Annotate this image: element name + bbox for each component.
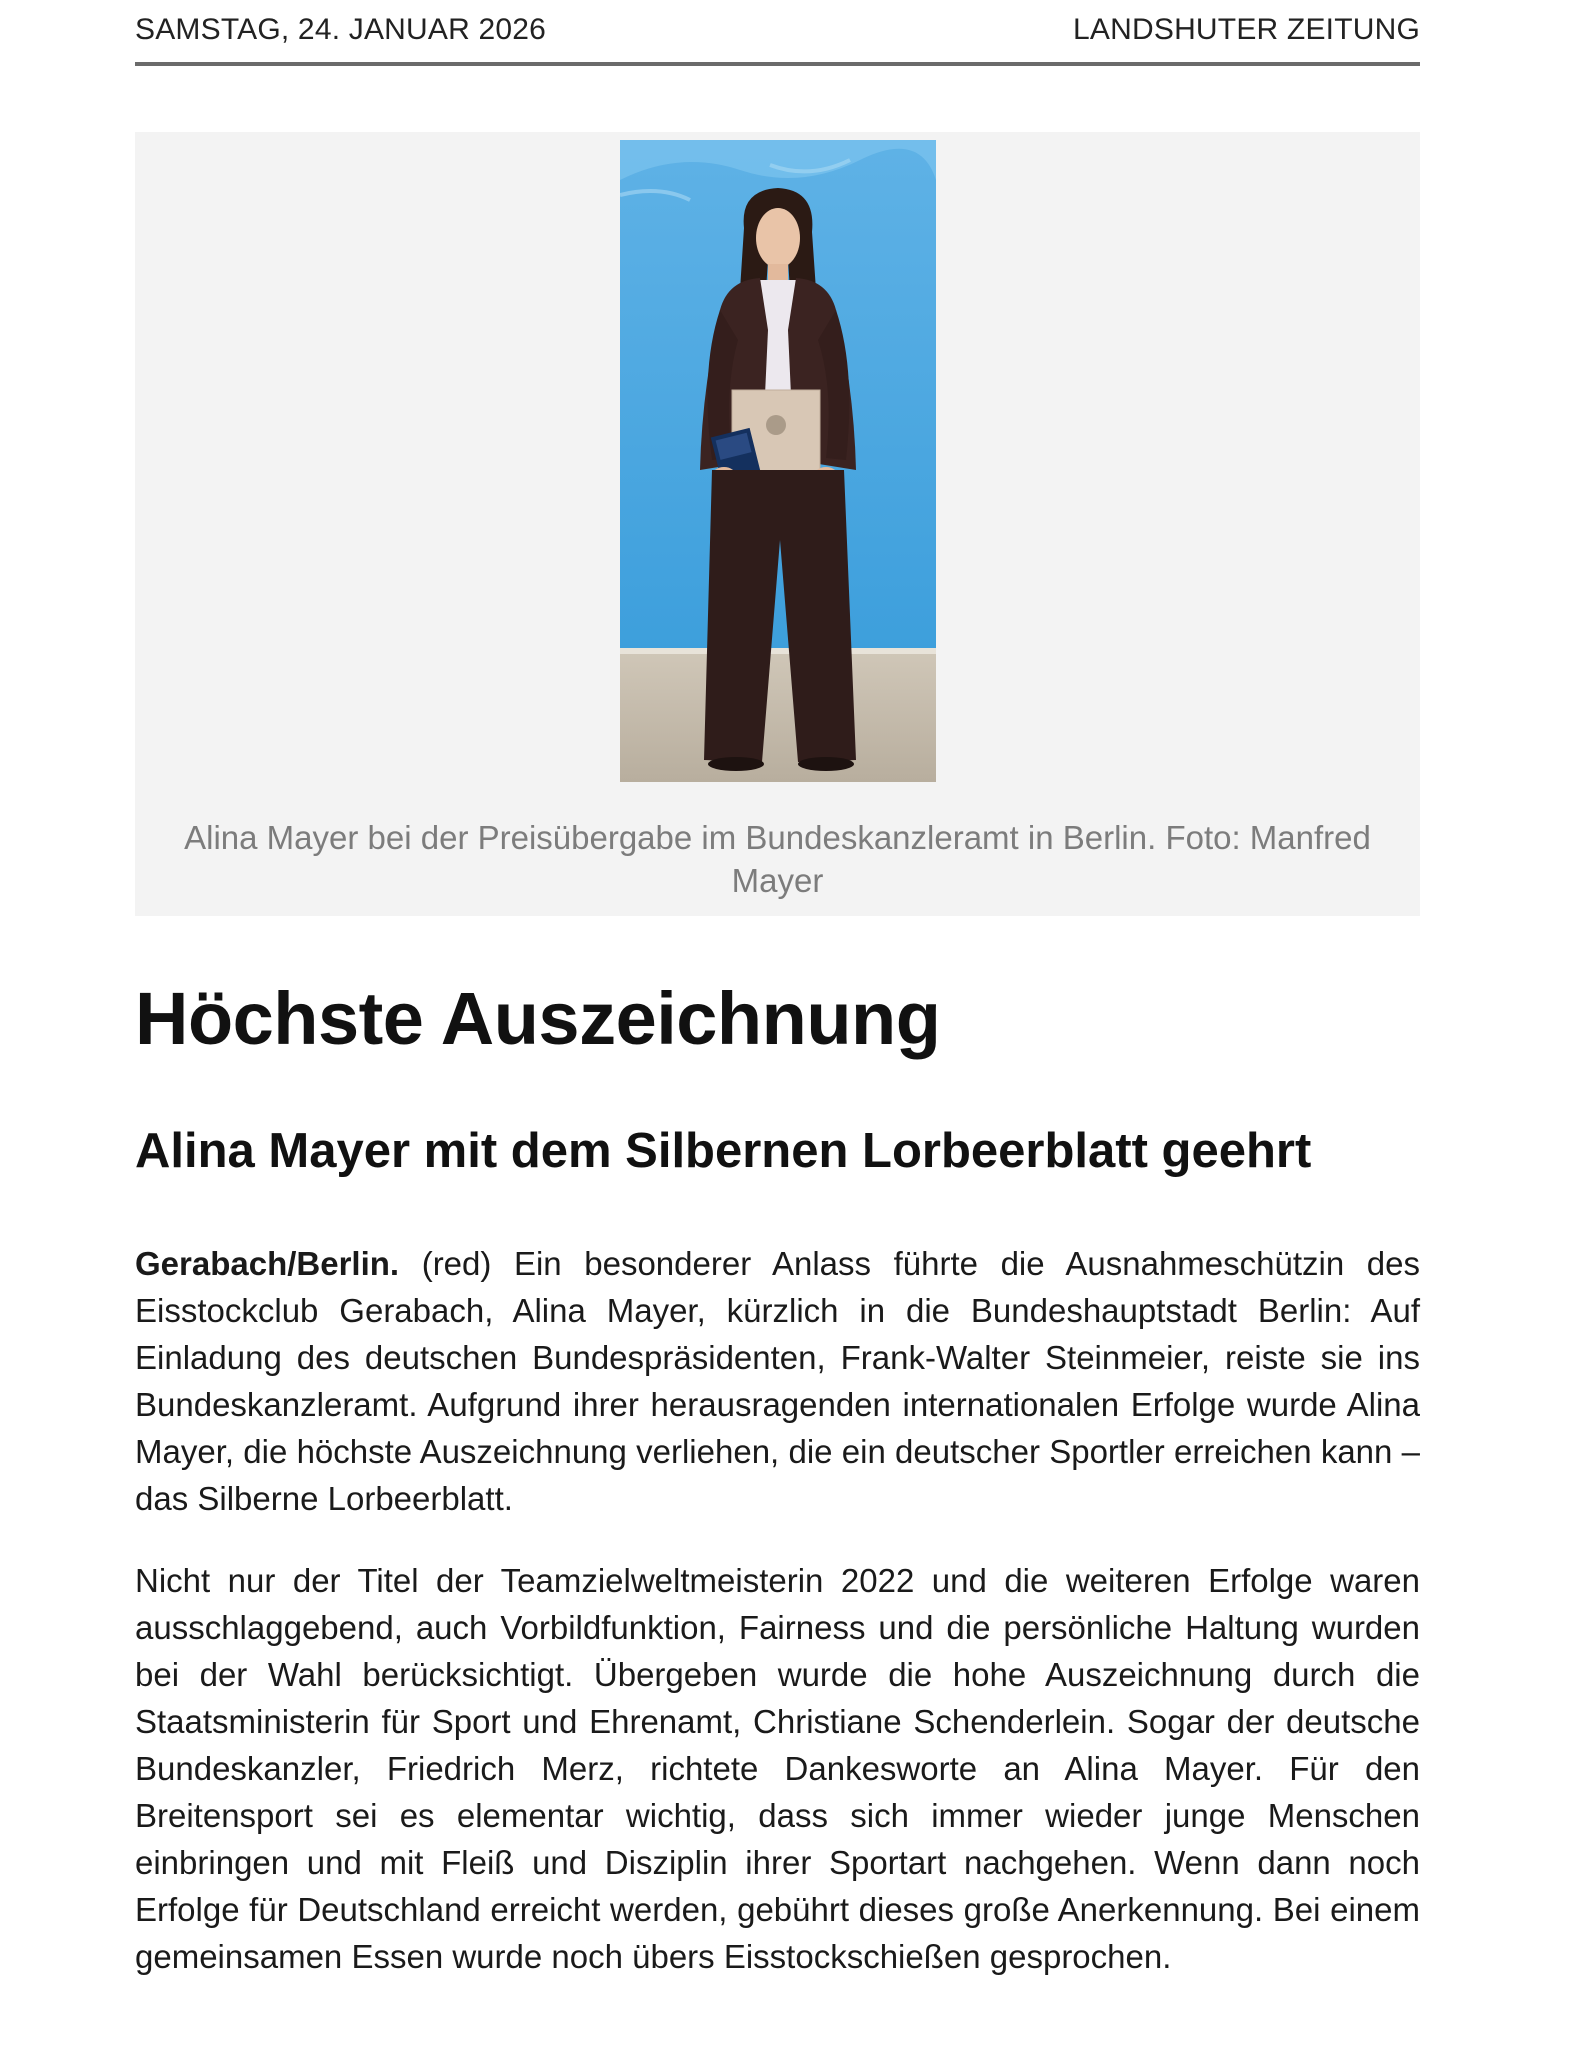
article-paragraph xyxy=(135,1557,1420,1980)
dateline: Gerabach/Berlin. xyxy=(135,1245,400,1282)
paragraph-2-text: Nicht nur der Titel der Teamzielweltmeisterin 2022 und die weiteren Erfolge waren ausschlaggebend, auch Vorbildfunktion, Fairness und die persönliche Haltung wurden bei der Wahl berücksichtigt. Übergeben wurde die hohe Auszeichnung durch die Staatsministerin für Sport und Ehrenamt, Christiane Schenderlein. Sogar der deutsche Bundeskanzler, Friedrich Merz, richtete Dankesworte an Alina Mayer. Für den Breitensport sei es elementar wichtig, dass sich immer wieder junge Menschen einbringen und mit Fleiß und Disziplin ihrer Sportart nachgehen. Wenn dann noch Erfolge für Deutschland erreicht werden, gebührt dieses große Anerkennung. Bei einem gemeinsamen Essen wurde noch übers Eisstockschießen gesprochen. xyxy=(135,1562,1420,1975)
article-paragraph xyxy=(135,1240,1420,1522)
publication-name: LANDSHUTER ZEITUNG xyxy=(1073,13,1420,46)
article-body xyxy=(135,1240,1420,2015)
photo-caption: Alina Mayer bei der Preisübergabe im Bundeskanzleramt in Berlin. Foto: Manfred Mayer xyxy=(184,819,1371,899)
photo-of-woman-holding-award-icon xyxy=(620,140,936,782)
issue-date: SAMSTAG, 24. JANUAR 2026 xyxy=(135,13,547,46)
article-figure xyxy=(135,132,1420,916)
article-subheadline: Alina Mayer mit dem Silbernen Lorbeerblatt geehrt xyxy=(135,1124,1312,1178)
article-headline: Höchste Auszeichnung xyxy=(135,977,941,1060)
article-page xyxy=(135,0,1421,1975)
paragraph-1-text: (red) Ein besonderer Anlass führte die Ausnahmeschützin des Eisstockclub Gerabach, Alina Mayer, kürzlich in die Bundeshauptstadt Berlin: Auf Einladung des deutschen Bundespräsidenten, Frank-Walter Steinmeier, reiste sie ins Bundeskanzleramt. Aufgrund ihrer herausragenden internationalen Erfolge wurde Alina Mayer, die höchste Auszeichnung verliehen, die ein deutscher Sportler erreichen kann – das Silberne Lorbeerblatt. xyxy=(135,1245,1421,1517)
article-photo xyxy=(620,140,936,782)
masthead xyxy=(135,0,1420,66)
